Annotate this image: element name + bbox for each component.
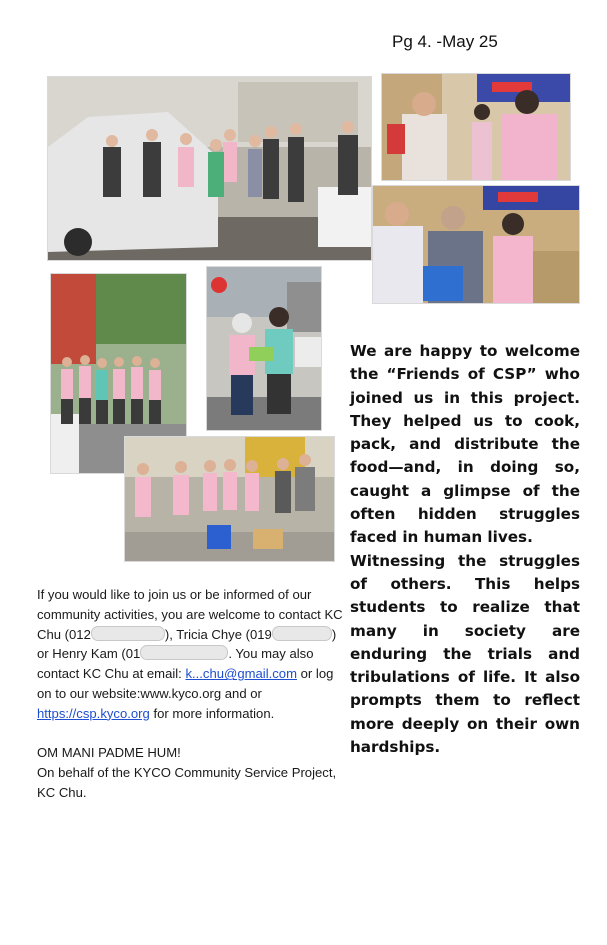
photo-two-volunteers-food-pack [206, 266, 322, 431]
contact-web-intro: or log on to our website: [37, 666, 334, 701]
welcome-paragraph: We are happy to welcome the “Friends of CSP” who joined us in this project. They helped us to cook, pack, and distribute the food—and, in doing so, caught a glimpse of the often hidden struggles faced in human lives. [350, 342, 580, 547]
contact-paragraph [37, 585, 347, 724]
page-header: Pg 4. -May 25 [392, 32, 498, 51]
photo-food-handout-shop [381, 73, 571, 181]
contact-intro: If you would like to join us or be informed of our community activities, you are welcome to contact KC Chu (012 [37, 587, 343, 642]
redacted-phone [91, 626, 165, 641]
contact-tricia: ), Tricia Chye (019 [164, 626, 272, 642]
mantra: OM MANI PADME HUM! [37, 745, 181, 761]
reflection-paragraph: Witnessing the struggles of others. This helps students to realize that many in society are enduring the trials and tribulations of life. It also prompts them to reflect more deeply on their own hardships. [350, 551, 580, 757]
contact-email-intro: . You may also contact KC Chu at email: [37, 646, 314, 682]
website-link[interactable]: www.kyco.org [140, 685, 222, 701]
signature-name: KC Chu. [37, 784, 87, 800]
and-or-text: and or [221, 685, 262, 701]
photo-volunteers-with-boxes [124, 436, 335, 562]
photo-volunteers-at-car [47, 76, 372, 261]
contact-henry: ) or Henry Kam (01 [37, 626, 337, 662]
redacted-phone [272, 626, 332, 641]
on-behalf: On behalf of the KYCO Community Service Project, [37, 765, 337, 781]
contact-info [37, 585, 347, 803]
csp-link[interactable]: https://csp.kyco.org [37, 705, 150, 721]
contact-closing: for more information. [149, 705, 275, 721]
photo-elderly-receiving-food [372, 185, 580, 304]
email-link[interactable]: k...chu@gmail.com [185, 666, 297, 682]
redacted-phone [140, 645, 228, 660]
article-text [350, 340, 580, 759]
